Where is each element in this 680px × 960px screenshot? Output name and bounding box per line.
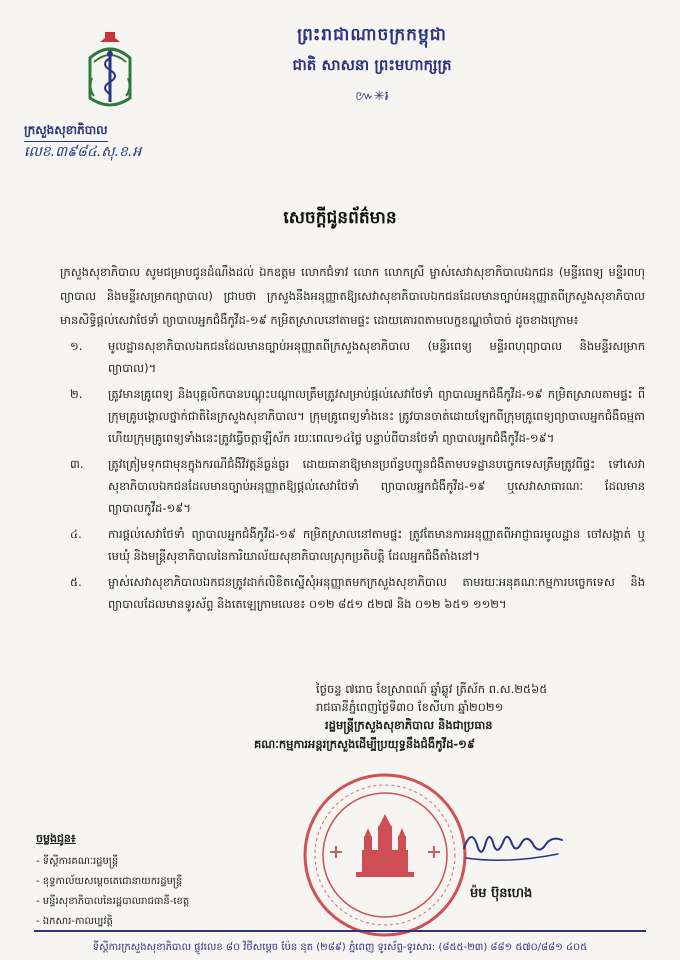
signatory-position: រដ្ឋមន្ត្រីក្រសួងសុខាភិបាល និងជាប្រធាន — [325, 718, 493, 732]
national-motto: ជាតិ សាសនា ព្រះមហាក្សត្រ — [292, 56, 452, 74]
list-item — [70, 523, 645, 567]
ornament-icon: ៚✳៛ — [355, 89, 389, 104]
document-number: លេខ.៣៩៨៤.សុ.ខ.អ — [24, 144, 142, 160]
list-item — [70, 453, 645, 519]
list-item: - ទីស្តីការគណៈរដ្ឋមន្ត្រី — [36, 852, 189, 872]
list-item — [70, 335, 645, 379]
list-item — [70, 383, 645, 449]
list-item: - ខុទ្ទកាល័យសម្តេចតេជោនាយករដ្ឋមន្ត្រី — [36, 872, 189, 892]
footer-divider — [34, 930, 646, 932]
intro-paragraph: ក្រសួងសុខាភិបាល សូមជម្រាបជូនដំណឹងដល់ ឯកឧត្តម លោកជំទាវ លោក លោកស្រី ម្ចាស់សេវាសុខាភិបាលឯកជន (មន្ទីរពេទ្យ មន្ទីរពហុព្យាបាល និងមន្ទីរសម្រាកព្យាបាល) ជ្រាបថា ក្រសួងនឹងអនុញ្ញាតឱ្យសេវាសុខាភិបាលឯកជនដែលមានច្បាប់អនុញ្ញាតពីក្រសួងសុខាភិបាល មានសិទ្ធិផ្តល់សេវាថែទាំ ព្យាបាលអ្នកជំងឺកូវីដ-១៩ កម្រិតស្រាលនៅតាមផ្ទះ ដោយគោរពតាមលក្ខខណ្ឌចាំបាច់ ដូចខាងក្រោម៖ — [60, 265, 645, 327]
ministry-name: ក្រសួងសុខាភិបាល — [24, 122, 108, 142]
official-seal-icon — [300, 770, 470, 940]
solar-date: រាជធានីភ្នំពេញថ្ងៃទី៣០ ខែសីហា ឆ្នាំ២០២១ — [316, 700, 504, 714]
signatory-name: ម៉ម ប៊ុនហេង — [470, 886, 533, 901]
conditions-list — [70, 335, 645, 619]
list-item: - មន្ទីរសុខាភិបាលនៃរដ្ឋបាលរាជធានី-ខេត្ត — [36, 892, 189, 912]
item-text: មូលដ្ឋានសុខាភិបាលឯកជនដែលមានច្បាប់អនុញ្ញាតពីក្រសួងសុខាភិបាល (មន្ទីរពេទ្យ មន្ទីរពហុព្យាបាល និងមន្ទីរសម្រាកព្យាបាល)។ — [108, 339, 645, 375]
item-number: ៣. — [70, 457, 84, 471]
lunar-date: ថ្ងៃចន្ទ ៧រោច ខែស្រាពណ៍ ឆ្នាំឆ្លូវ ត្រីស័ក ព.ស.២៥៦៥ — [316, 682, 548, 696]
recipients-list — [36, 852, 189, 932]
item-number: ៥. — [70, 575, 82, 589]
list-item: - ឯកសារ-កាលប្បវត្តិ — [36, 912, 189, 932]
signatory-committee: គណៈកម្មការអន្តរក្រសួងដើម្បីប្រយុទ្ធនឹងជំងឺកូវីដ-១៩ — [254, 737, 475, 751]
item-text: ការផ្តល់សេវាថែទាំ ព្យាបាលអ្នកជំងឺកូវីដ-១៩ កម្រិតស្រាលនៅតាមផ្ទះ ត្រូវតែមានការអនុញ្ញាតពីអាជ្ញាធរមូលដ្ឋាន ចៅសង្កាត់ ឬមេឃុំ និងមន្ត្រីសុខាភិបាលនៃការិយាល័យសុខាភិបាលស្រុកប្រតិបត្តិ ដែលអ្នកជំងឺតាំងនៅ។ — [108, 527, 645, 563]
item-number: ៤. — [70, 527, 82, 541]
ministry-logo-icon — [78, 28, 142, 114]
recipients-title: ចម្លងជូន៖ — [36, 832, 76, 845]
item-text: ត្រូវត្រៀមទុកជាមុនក្នុងករណីជំងឺវិវត្តន៍ធ្ងន់ធ្ងរ ដោយធានាឱ្យមានប្រព័ន្ធបញ្ជូនជំងឺតាមបទដ្ឋានបច្ចេកទេសត្រឹមត្រូវពីផ្ទះ ទៅសេវាសុខាភិបាលឯកជនដែលមានច្បាប់អនុញ្ញាតឱ្យផ្តល់សេវាថែទាំ ព្យាបាលអ្នកជំងឺកូវីដ-១៩ ឬសេវាសាធារណៈ ដែលមានព្យាបាលកូវីដ-១៩។ — [108, 457, 645, 515]
item-text: ម្ចាស់សេវាសុខាភិបាលឯកជនត្រូវដាក់លិខិតស្នើសុំអនុញ្ញាតមកក្រសួងសុខាភិបាល តាមរយៈអនុគណៈកម្មការបច្ចេកទេស និងព្យាបាលដែលមានទូរស័ព្ទ និងតេឡេក្រាមលេខ៖ ០១២ ៨៥១ ៥២៧ និង ០១២ ៦៥១ ១១២។ — [108, 575, 645, 611]
kingdom-heading: ព្រះរាជាណាចក្រកម្ពុជា — [297, 25, 447, 45]
item-text: ត្រូវមានគ្រូពេទ្យ និងបុគ្គលិកបានបណ្តុះបណ្តាលត្រឹមត្រូវសម្រាប់ផ្តល់សេវាថែទាំ ព្យាបាលអ្នកជំងឺកូវីដ-១៩ កម្រិតស្រាលតាមផ្ទះ ពីក្រុមគ្រូបង្គោលថ្នាក់ជាតិនៃក្រសួងសុខាភិបាល។ ក្រុមគ្រូពេទ្យទាំងនេះ ត្រូវបានចាត់ដោយឡែកពីក្រុមគ្រូពេទ្យព្យាបាលអ្នកជំងឺធម្មតា ហើយក្រុមគ្រូពេទ្យទាំងនេះត្រូវធ្វើចត្តាឡីស័ក រយៈពេល១៤ថ្ងៃ បន្ទាប់ពីបានថែទាំ ព្យាបាលអ្នកជំងឺកូវីដ-១៩។ — [108, 387, 645, 445]
item-number: ២. — [70, 387, 83, 401]
signature-icon — [458, 818, 568, 868]
footer-address: ទីស្តីការក្រសួងសុខាភិបាល ផ្លូវលេខ ៨០ វិថីសម្តេច ប៉ែន នុត (២៨៩) ភ្នំពេញ ទូរស័ព្ទ-ទូរសារ: (៨៥៥-២៣) ៨៨១ ៥៧០/៨៨១ ៤០៥ — [92, 942, 588, 953]
list-item — [70, 571, 645, 615]
document-title: សេចក្តីជូនព័ត៌មាន — [283, 208, 397, 228]
item-number: ១. — [70, 339, 83, 353]
